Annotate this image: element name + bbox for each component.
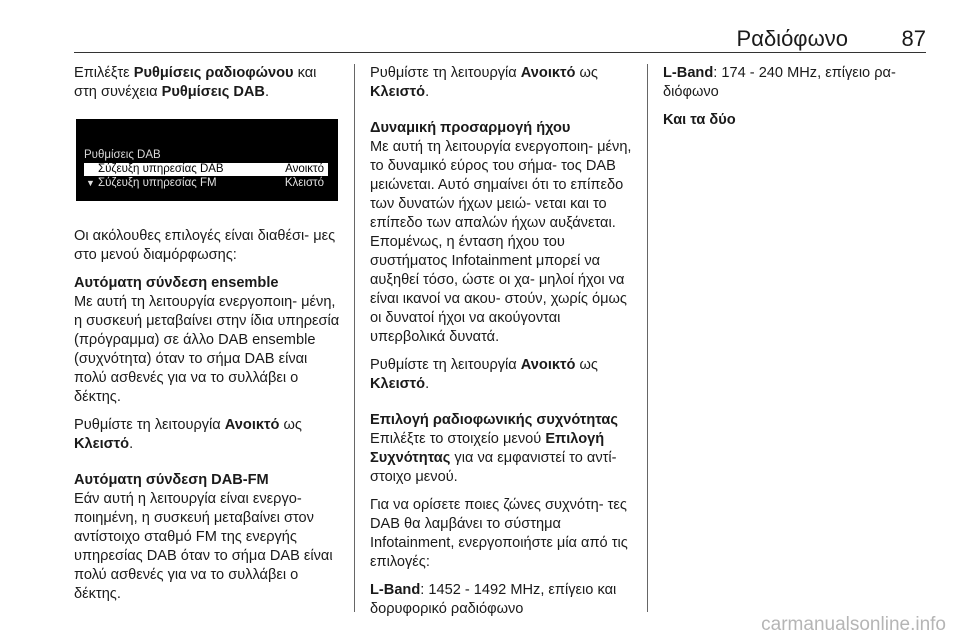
screen-menu-row: Σύζευξη υπηρεσίας DAB Ανοικτό — [84, 163, 328, 176]
section-heading: Αυτόματη σύνδεση DAB-FM — [74, 472, 269, 488]
screen-title: Ρυθμίσεις DAB — [84, 149, 161, 161]
band-option-both: Και τα δύο — [663, 112, 736, 128]
header-rule — [74, 52, 926, 53]
column-divider — [354, 64, 355, 612]
dab-settings-screenshot — [76, 119, 338, 201]
column-3 — [663, 64, 931, 130]
setting-paragraph: Ρυθμίστε τη λειτουργία Ανοικτό ως Κλειστό. — [370, 65, 598, 100]
column-1 — [74, 64, 342, 613]
scroll-down-arrow-icon: ▼ — [86, 178, 95, 188]
intro-paragraph: Επιλέξτε Ρυθμίσεις ραδιοφώνου και στη συνέχεια Ρυθμίσεις DAB. — [74, 65, 317, 100]
options-intro: Οι ακόλουθες επιλογές είναι διαθέσι- μες στο μενού διαμόρφωσης: — [74, 228, 336, 263]
section-text: Με αυτή τη λειτουργία ενεργοποιη- μένη, το δυναμικό εύρος του σήμα- τος DAB μειώνεται. Αυτό σημαίνει ότι το επίπεδο των δυνατών ήχων μειώ- νεται και το επίπεδο των απαλών ήχων αυξάνεται. Επομένως, η ένταση ήχου του συστήματος Infotainment μπορεί να αυξηθεί τόσο, ώστε οι χα- μηλοί ήχοι να είναι ικανοί να ακου- στούν, χωρίς όμως οι δυνατοί ήχοι να ακούγονται υπερβολικά δυνατά. — [370, 139, 632, 345]
page-number: 87 — [901, 26, 926, 51]
section-heading: Δυναμική προσαρμογή ήχου — [370, 120, 571, 136]
section-text: Με αυτή τη λειτουργία ενεργοποιη- μένη, η συσκευή μεταβαίνει στην ίδια υπηρεσία (πρόγραμμα) σε άλλο DAB ensemble (συχνότητα) όταν το σήμα DAB είναι πολύ ασθενές για να το συλλάβει ο δέκτης. — [74, 294, 340, 405]
section-heading: Επιλογή ραδιοφωνικής συχνότητας — [370, 412, 618, 428]
setting-paragraph: Ρυθμίστε τη λειτουργία Ανοικτό ως Κλειστό. — [370, 357, 598, 392]
section-text: Εάν αυτή η λειτουργία είναι ενεργο- ποιημένη, η συσκευή μεταβαίνει στον αντίστοιχο σταθμό FM της ενεργής υπηρεσίας DAB όταν το σήμα DAB είναι πολύ ασθενές για να το συλλάβει ο δέκτης. — [74, 491, 333, 602]
setting-paragraph: Ρυθμίστε τη λειτουργία Ανοικτό ως Κλειστό. — [74, 417, 302, 452]
header-title: Ραδιόφωνο — [736, 26, 848, 51]
watermark: carmanualsonline.info — [761, 614, 946, 635]
section-text: Για να ορίσετε ποιες ζώνες συχνότη- τες DAB θα λαμβάνει το σύστημα Infotainment, ενεργοποιήστε μία από τις επιλογές: — [370, 497, 628, 570]
band-option: L-Band: 174 - 240 MHz, επίγειο ρα- διόφωνο — [663, 65, 896, 100]
screen-menu-row: ▼ Σύζευξη υπηρεσίας FM Κλειστό — [86, 177, 324, 189]
section-text: Επιλέξτε το στοιχείο μενού Επιλογή Συχνότητας για να εμφανιστεί το αντί- στοιχο μενού. — [370, 431, 617, 485]
column-2 — [370, 64, 638, 628]
section-heading: Αυτόματη σύνδεση ensemble — [74, 275, 279, 291]
column-divider — [647, 64, 648, 612]
band-option: L-Band: 1452 - 1492 MHz, επίγειο και δορυφορικό ραδιόφωνο — [370, 582, 617, 617]
